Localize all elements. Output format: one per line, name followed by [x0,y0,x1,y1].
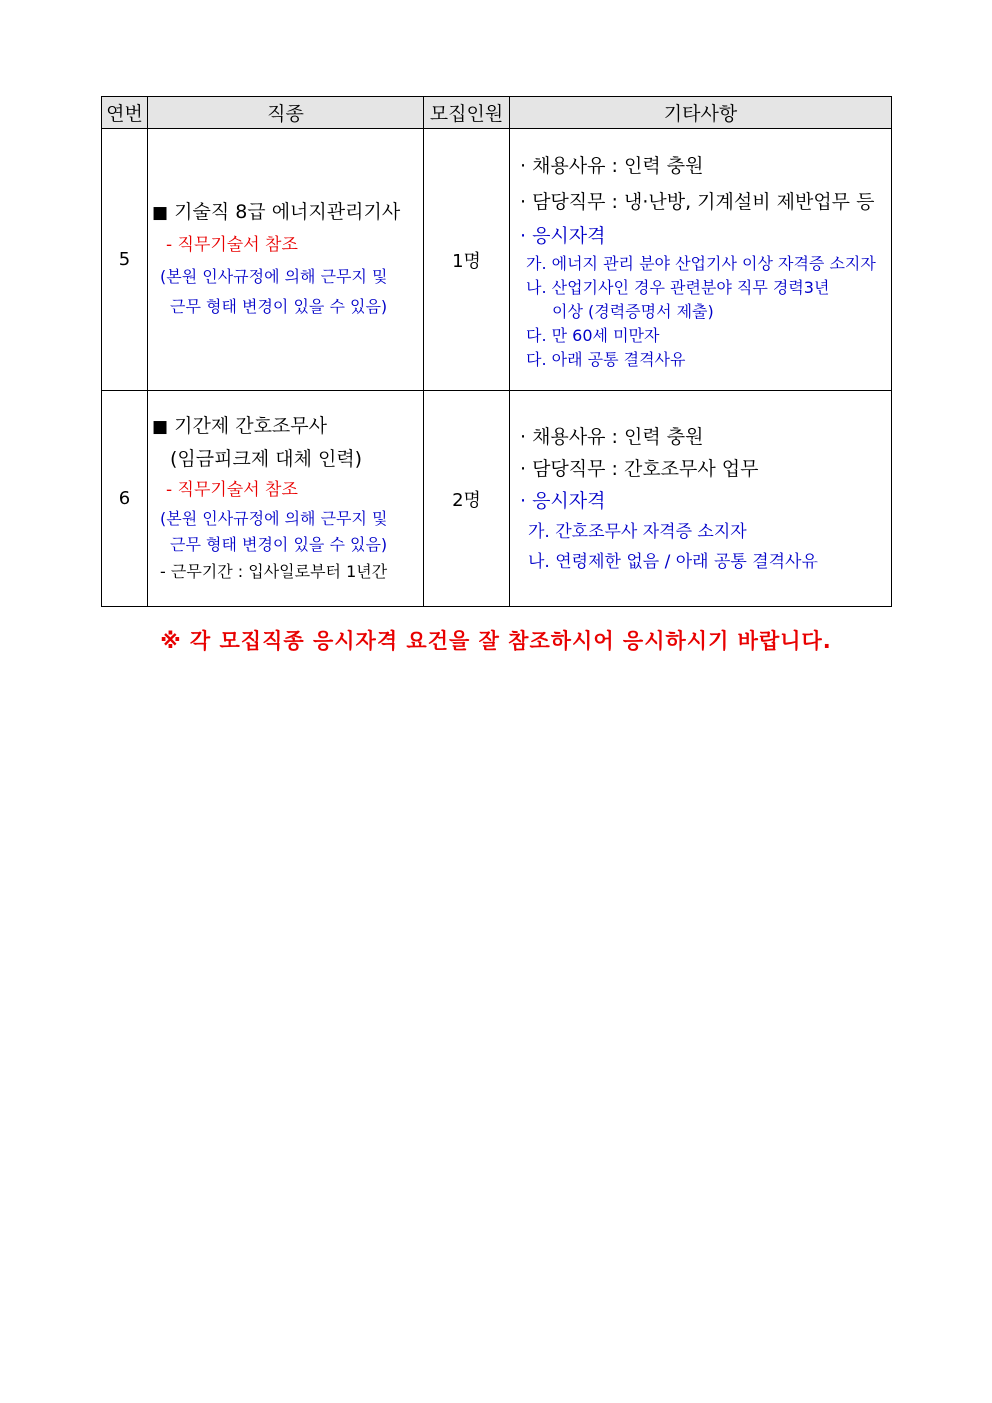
row-count: 1명 [424,129,510,391]
job-cell [148,129,424,391]
header-count: 모집인원 [424,97,510,129]
job-period: - 근무기간 : 입사일로부터 1년간 [160,562,388,581]
table-row [102,391,892,607]
table-row [102,129,892,391]
header-etc: 기타사항 [510,97,892,129]
etc-qual-item: 다. 만 60세 미만자 [526,325,660,345]
etc-qual-item: 나. 연령제한 없음 / 아래 공통 결격사유 [528,551,818,572]
black-square-icon: ■ [152,203,169,223]
job-title: 기술직 8급 에너지관리기사 [174,201,401,223]
row-number: 5 [102,129,148,391]
job-title: 기간제 간호조무사 [174,415,327,437]
recruitment-table [101,96,892,607]
etc-duty: · 담당직무 : 냉·난방, 기계설비 제반업무 등 [520,190,875,213]
header-number: 연번 [102,97,148,129]
etc-qual-item: 이상 (경력증명서 제출) [552,301,714,321]
job-ref: - 직무기술서 참조 [166,480,298,500]
header-job: 직종 [148,97,424,129]
row-number: 6 [102,391,148,607]
job-cell [148,391,424,607]
etc-cell [510,129,892,391]
job-note-line2: 근무 형태 변경이 있을 수 있음) [170,535,388,554]
job-note-line1: (본원 인사규정에 의해 근무지 및 [160,267,388,286]
etc-duty: · 담당직무 : 간호조무사 업무 [520,457,759,480]
job-note-line1: (본원 인사규정에 의해 근무지 및 [160,509,388,528]
etc-reason: · 채용사유 : 인력 충원 [520,425,704,448]
etc-qual-title: · 응시자격 [520,224,606,247]
job-title-line [152,197,423,228]
etc-qual-item: 나. 산업기사인 경우 관련분야 직무 경력3년 [526,277,830,297]
etc-qual-item: 가. 에너지 관리 분야 산업기사 이상 자격증 소지자 [526,253,876,273]
etc-qual-title: · 응시자격 [520,489,606,512]
footer-note: ※ 각 모집직종 응시자격 요건을 잘 참조하시어 응시하시기 바랍니다. [160,629,832,653]
row-count: 2명 [424,391,510,607]
black-square-icon: ■ [152,417,169,437]
etc-qual-item: 다. 아래 공통 결격사유 [526,349,686,369]
etc-qual-item: 가. 간호조무사 자격증 소지자 [528,521,747,542]
table-header-row [102,97,892,129]
job-note-line2: 근무 형태 변경이 있을 수 있음) [170,297,388,316]
job-title-line [152,410,423,443]
etc-reason: · 채용사유 : 인력 충원 [520,154,704,177]
etc-cell [510,391,892,607]
job-subtitle: (임금피크제 대체 인력) [170,448,363,470]
job-ref: - 직무기술서 참조 [166,235,298,255]
